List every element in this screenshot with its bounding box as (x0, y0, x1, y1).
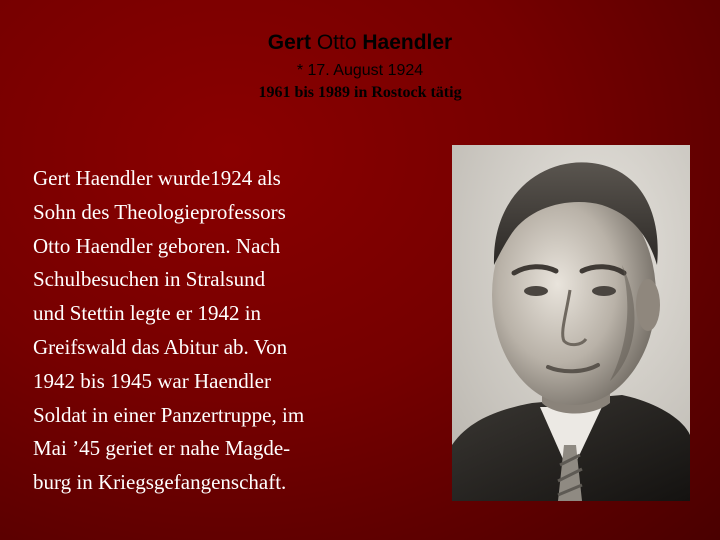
page-title (0, 28, 720, 58)
portrait-photo (452, 145, 690, 501)
birth-date: * 17. August 1924 (296, 62, 424, 79)
biography-line: burg in Kriegsgefangenschaft. (33, 470, 287, 495)
biography-text (33, 162, 433, 500)
biography-line: Gert Haendler wurde1924 als (33, 166, 281, 190)
career-period: 1961 bis 1989 in Rostock tätig (258, 84, 462, 101)
biography-line: Schulbesuchen in Stralsund (33, 267, 266, 292)
title-first-name: Gert (267, 31, 311, 54)
biography-line: 1942 bis 1945 war Haendler (33, 368, 271, 393)
biography-line: Greifswald das Abitur ab. Von (33, 334, 288, 359)
title-middle-name: Otto (316, 31, 357, 54)
biography-line: und Stettin legte er 1942 in (33, 301, 262, 326)
biography-line: Otto Haendler geboren. Nach (33, 233, 281, 258)
biography-line: Sohn des Theologieprofessors (33, 199, 286, 224)
biography-line: Mai ’45 geriet er nahe Magde- (33, 436, 291, 461)
portrait-illustration (452, 145, 690, 501)
title-last-name: Haendler (362, 31, 453, 54)
biography-line: Soldat in einer Panzertruppe, im (33, 402, 305, 427)
title-block (0, 28, 720, 104)
